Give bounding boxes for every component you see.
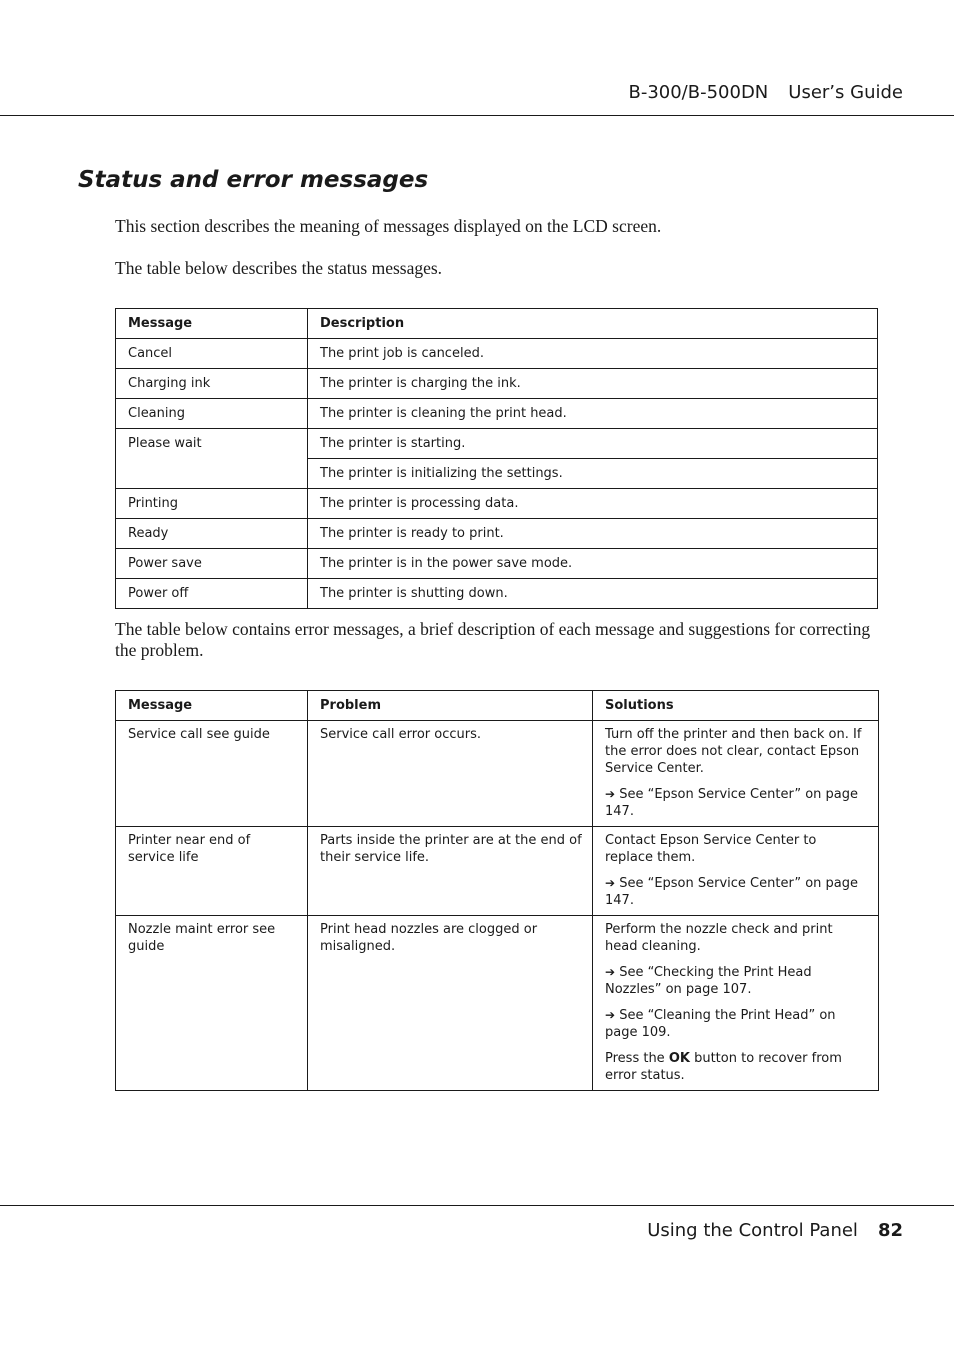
description-cell: The printer is cleaning the print head. (308, 399, 878, 429)
page-header (628, 82, 903, 103)
message-cell: Please wait (116, 429, 308, 489)
arrow-right-icon: ➔ (605, 1008, 616, 1022)
table-header-row (116, 691, 879, 721)
cross-reference[interactable] (605, 875, 868, 909)
header-rule (0, 115, 954, 116)
table-row (116, 399, 878, 429)
description-cell: The printer is ready to print. (308, 519, 878, 549)
cross-reference-text: See “Epson Service Center” on page 147. (605, 876, 859, 908)
table-header-row (116, 309, 878, 339)
ok-button-label: OK (668, 1051, 690, 1066)
column-header: Message (116, 691, 308, 721)
table-row (116, 519, 878, 549)
page-number: 82 (877, 1220, 903, 1241)
description-cell: The printer is charging the ink. (308, 369, 878, 399)
message-cell: Charging ink (116, 369, 308, 399)
message-cell: Ready (116, 519, 308, 549)
column-header: Problem (308, 691, 593, 721)
status-messages-table (115, 308, 878, 609)
table-row (116, 721, 879, 827)
message-cell: Nozzle maint error see guide (116, 916, 308, 1091)
document-title: B-300/B-500DN (628, 82, 769, 103)
description-cell: The print job is canceled. (308, 339, 878, 369)
message-cell: Printing (116, 489, 308, 519)
solution-text: Perform the nozzle check and print head cleaning. (605, 922, 833, 954)
solution-text: Turn off the printer and then back on. If the error does not clear, contact Epson Service Center. (605, 727, 862, 776)
table-row (116, 549, 878, 579)
arrow-right-icon: ➔ (605, 965, 616, 979)
cross-reference[interactable] (605, 964, 868, 998)
press-text: button to recover from error status. (605, 1051, 842, 1083)
table-row (116, 489, 878, 519)
table-row (116, 429, 878, 459)
status-intro-paragraph: The table below describes the status messages. (115, 258, 443, 278)
message-cell: Cleaning (116, 399, 308, 429)
press-text: Press the (605, 1051, 665, 1066)
column-header: Solutions (593, 691, 879, 721)
cross-reference-text: See “Cleaning the Print Head” on page 109. (605, 1008, 836, 1040)
solutions-cell (593, 827, 879, 916)
table-row (116, 827, 879, 916)
section-title: Status and error messages (78, 167, 429, 193)
cross-reference[interactable] (605, 1007, 868, 1041)
problem-cell: Print head nozzles are clogged or misaligned. (308, 916, 593, 1091)
arrow-right-icon: ➔ (605, 787, 616, 801)
description-cell: The printer is starting. (308, 429, 878, 459)
solutions-cell (593, 721, 879, 827)
page-footer (647, 1220, 903, 1241)
message-cell: Printer near end of service life (116, 827, 308, 916)
message-cell: Power save (116, 549, 308, 579)
message-cell: Power off (116, 579, 308, 609)
message-cell: Cancel (116, 339, 308, 369)
error-intro-paragraph: The table below contains error messages, a brief description of each message and suggestions for correcting the problem. (115, 619, 871, 660)
solutions-cell (593, 916, 879, 1091)
table-row (116, 579, 878, 609)
solution-text: Contact Epson Service Center to replace them. (605, 833, 817, 865)
description-cell: The printer is processing data. (308, 489, 878, 519)
table-row (116, 916, 879, 1091)
guide-name: User’s Guide (788, 82, 903, 103)
cross-reference-text: See “Epson Service Center” on page 147. (605, 787, 859, 819)
description-cell: The printer is in the power save mode. (308, 549, 878, 579)
cross-reference-text: See “Checking the Print Head Nozzles” on page 107. (605, 965, 812, 997)
press-ok-instruction (605, 1050, 868, 1084)
arrow-right-icon: ➔ (605, 876, 616, 890)
table-row (116, 339, 878, 369)
column-header: Message (116, 309, 308, 339)
problem-cell: Parts inside the printer are at the end of their service life. (308, 827, 593, 916)
message-cell: Service call see guide (116, 721, 308, 827)
error-messages-table (115, 690, 879, 1091)
footer-rule (0, 1205, 954, 1206)
description-cell: The printer is initializing the settings. (308, 459, 878, 489)
description-cell: The printer is shutting down. (308, 579, 878, 609)
chapter-name: Using the Control Panel (647, 1220, 858, 1241)
intro-paragraph: This section describes the meaning of messages displayed on the LCD screen. (115, 216, 662, 236)
table-row (116, 369, 878, 399)
cross-reference[interactable] (605, 786, 868, 820)
column-header: Description (308, 309, 878, 339)
problem-cell: Service call error occurs. (308, 721, 593, 827)
